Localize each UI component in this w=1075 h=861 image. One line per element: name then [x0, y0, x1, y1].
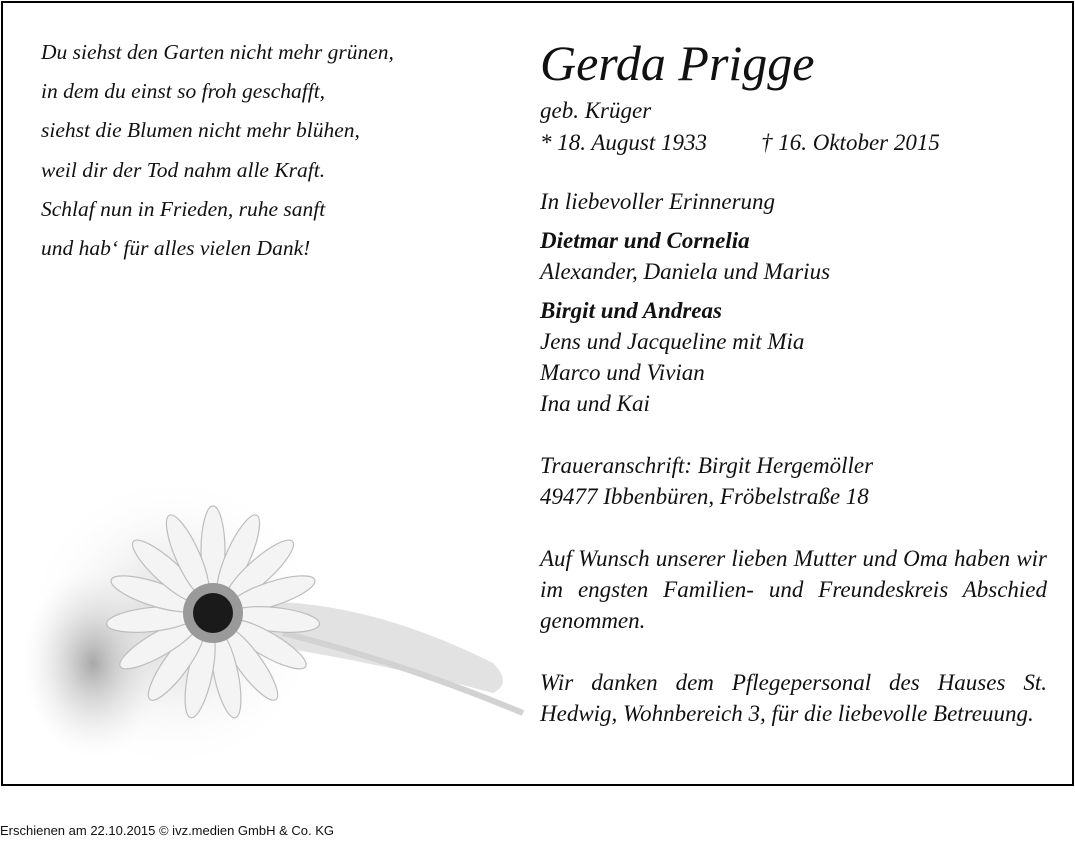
thanks-notice: Wir danken dem Pflegepersonal des Hauses St. Hedwig, Wohnbereich 3, für die liebevolle Betreuung. [540, 670, 1047, 726]
funeral-notice: Auf Wunsch unserer lieben Mutter und Oma haben wir im engsten Familien- und Freundeskreis Abschied genommen. [540, 546, 1047, 633]
poem-line: und hab‘ für alles vielen Dank! [41, 236, 311, 261]
birth-name: geb. Krüger [540, 98, 652, 123]
remembrance-heading: In liebevoller Erinnerung [540, 189, 776, 214]
poem [41, 33, 511, 268]
poem-line: in dem du einst so froh geschafft, [41, 79, 326, 104]
poem-line: Schlaf nun in Frieden, ruhe sanft [41, 196, 326, 221]
life-dates [540, 126, 1047, 160]
obituary-notice [1, 1, 1074, 786]
poem-line: siehst die Blumen nicht mehr blühen, [41, 118, 360, 143]
flower-icon [23, 433, 543, 778]
address-line-1: Traueranschrift: Birgit Hergemöller [540, 453, 874, 478]
family-parents: Birgit und Andreas [540, 298, 722, 323]
publication-footer: Erschienen am 22.10.2015 © ivz.medien GmbH & Co. KG [0, 823, 335, 838]
family-children: Jens und Jacqueline mit Mia [540, 329, 805, 354]
family-children: Alexander, Daniela und Marius [540, 259, 831, 284]
family-children: Ina und Kai [540, 391, 650, 416]
birth-date: * 18. August 1933 [540, 130, 707, 155]
obituary-text [540, 31, 1047, 729]
poem-line: Du siehst den Garten nicht mehr grünen, [41, 40, 394, 64]
deceased-name: Gerda Prigge [540, 35, 815, 91]
family-parents: Dietmar und Cornelia [540, 228, 750, 253]
address-line-2: 49477 Ibbenbüren, Fröbelstraße 18 [540, 484, 869, 509]
poem-line: weil dir der Tod nahm alle Kraft. [41, 157, 326, 182]
family-children: Marco und Vivian [540, 360, 705, 385]
death-date: † 16. Oktober 2015 [760, 130, 940, 155]
